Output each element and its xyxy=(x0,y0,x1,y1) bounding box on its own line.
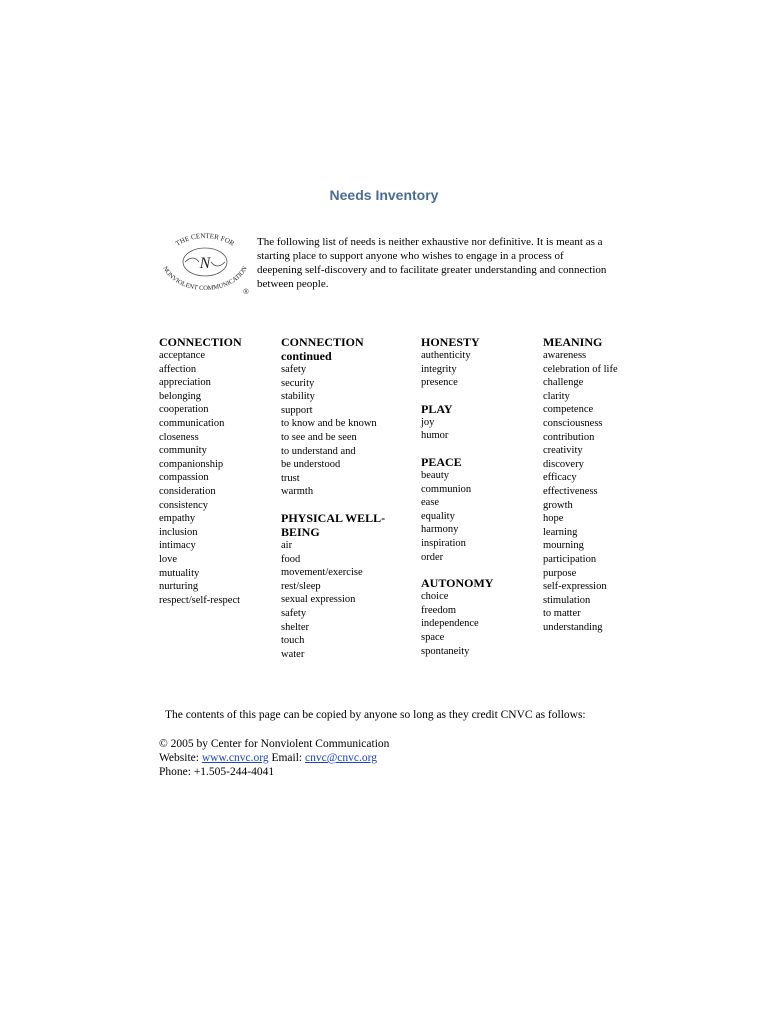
need-item: contribution xyxy=(543,431,595,443)
need-item: movement/exercise xyxy=(281,567,363,579)
need-item: equality xyxy=(421,510,455,522)
section-header: MEANING xyxy=(543,335,603,349)
need-item: challenge xyxy=(543,377,584,389)
needs-column-3 xyxy=(421,335,539,658)
contact-line xyxy=(159,751,389,765)
need-item: mutuality xyxy=(159,567,200,579)
need-item: acceptance xyxy=(159,350,206,361)
need-item: cooperation xyxy=(159,404,209,416)
need-item: compassion xyxy=(159,472,209,484)
need-item: ease xyxy=(421,497,440,509)
section-header: PLAY xyxy=(421,401,453,416)
need-item: mourning xyxy=(543,540,584,552)
credit-footer xyxy=(159,737,389,779)
need-item: hope xyxy=(543,513,564,525)
need-item: consistency xyxy=(159,499,208,511)
need-item: warmth xyxy=(281,486,314,498)
need-item: to know and be known xyxy=(281,418,377,430)
need-item: choice xyxy=(421,591,449,603)
section-header: HONESTY xyxy=(421,335,480,349)
need-item: air xyxy=(281,539,293,551)
needs-column-4 xyxy=(543,335,623,634)
need-item: competence xyxy=(543,404,594,416)
copy-note: The contents of this page can be copied by anyone so long as they credit CNVC as follows: xyxy=(165,709,586,721)
need-item: shelter xyxy=(281,621,309,633)
need-item: inspiration xyxy=(421,537,466,549)
section-header: CONNECTION xyxy=(159,335,242,349)
page-title: Needs Inventory xyxy=(329,187,439,203)
need-item: consciousness xyxy=(543,417,603,429)
need-item: humor xyxy=(421,430,449,442)
email-link[interactable]: cnvc@cnvc.org xyxy=(305,752,378,764)
need-item: empathy xyxy=(159,513,196,525)
website-link[interactable]: www.cnvc.org xyxy=(201,752,269,764)
need-item: intimacy xyxy=(159,540,196,552)
need-item: awareness xyxy=(543,350,587,361)
need-item: safety xyxy=(281,364,307,375)
need-item: stability xyxy=(281,391,315,403)
need-item: joy xyxy=(421,416,435,428)
need-item: inclusion xyxy=(159,526,198,538)
needs-column-1 xyxy=(159,335,277,607)
copyright-line: © 2005 by Center for Nonviolent Communication xyxy=(159,738,390,750)
website-label: Website: xyxy=(159,752,199,764)
cnvc-logo xyxy=(155,228,255,296)
need-item: presence xyxy=(421,377,458,389)
logo-registered-mark: ® xyxy=(243,289,249,296)
need-item: community xyxy=(159,445,207,457)
need-item: affection xyxy=(159,363,197,375)
intro-paragraph: The following list of needs is neither exhaustive nor definitive. It is meant as a starting place to support anyone who wishes to engage in a process of deepening self-discovery and to facilitate greater understanding and connection between people. xyxy=(257,236,607,290)
need-item: consideration xyxy=(159,485,216,497)
need-item: authenticity xyxy=(421,350,471,361)
need-item: water xyxy=(281,648,305,660)
section-header: CONNECTION continued xyxy=(281,335,364,363)
need-item: celebration of life xyxy=(543,363,618,375)
section-header: PHYSICAL WELL-BEING xyxy=(281,510,386,539)
need-item: growth xyxy=(543,499,573,511)
need-item: efficacy xyxy=(543,472,577,484)
need-item: harmony xyxy=(421,524,459,536)
need-item: companionship xyxy=(159,458,224,470)
need-item: appreciation xyxy=(159,377,211,389)
needs-column-2 xyxy=(281,335,416,661)
need-item: effectiveness xyxy=(543,485,598,497)
logo-monogram: N xyxy=(199,255,211,272)
need-item: understanding xyxy=(543,621,603,633)
need-item: nurturing xyxy=(159,581,199,593)
need-item: rest/sleep xyxy=(281,580,321,592)
need-item: food xyxy=(281,553,301,565)
need-item: love xyxy=(159,553,178,565)
need-item: participation xyxy=(543,553,597,565)
need-item: belonging xyxy=(159,390,201,402)
need-item: stimulation xyxy=(543,594,591,606)
need-item: safety xyxy=(281,607,307,619)
logo-top-text: THE CENTER FOR xyxy=(174,231,236,248)
need-item: to matter xyxy=(543,608,581,620)
need-item: support xyxy=(281,404,313,416)
need-item: to see and be seen xyxy=(281,431,357,443)
need-item: creativity xyxy=(543,445,583,457)
need-item: communication xyxy=(159,417,225,429)
email-label: Email: xyxy=(271,752,303,764)
need-item: communion xyxy=(421,483,472,495)
need-item: spontaneity xyxy=(421,645,470,657)
need-item: security xyxy=(281,377,315,389)
svg-text:THE CENTER FOR xyxy=(174,232,236,248)
need-item: beauty xyxy=(421,469,449,481)
need-item: trust xyxy=(281,472,300,484)
need-item: clarity xyxy=(543,390,570,402)
need-item: order xyxy=(421,551,444,563)
need-item: be understood xyxy=(281,459,341,471)
need-item: sexual expression xyxy=(281,594,356,606)
need-item: self-expression xyxy=(543,581,607,593)
need-item: respect/self-respect xyxy=(159,594,241,606)
need-item: purpose xyxy=(543,567,577,579)
phone-line: Phone: +1.505-244-4041 xyxy=(159,766,275,778)
need-item: independence xyxy=(421,618,479,630)
section-header: PEACE xyxy=(421,454,462,469)
logo-bottom-text: NONVIOLENT COMMUNICATION xyxy=(161,265,249,293)
need-item: learning xyxy=(543,526,578,538)
need-item: closeness xyxy=(159,431,199,443)
need-item: touch xyxy=(281,635,305,647)
need-item: to understand and xyxy=(281,445,356,457)
need-item: space xyxy=(421,631,445,643)
section-header: AUTONOMY xyxy=(421,576,494,591)
need-item: discovery xyxy=(543,458,584,470)
need-item: freedom xyxy=(421,604,456,616)
need-item: integrity xyxy=(421,363,457,375)
